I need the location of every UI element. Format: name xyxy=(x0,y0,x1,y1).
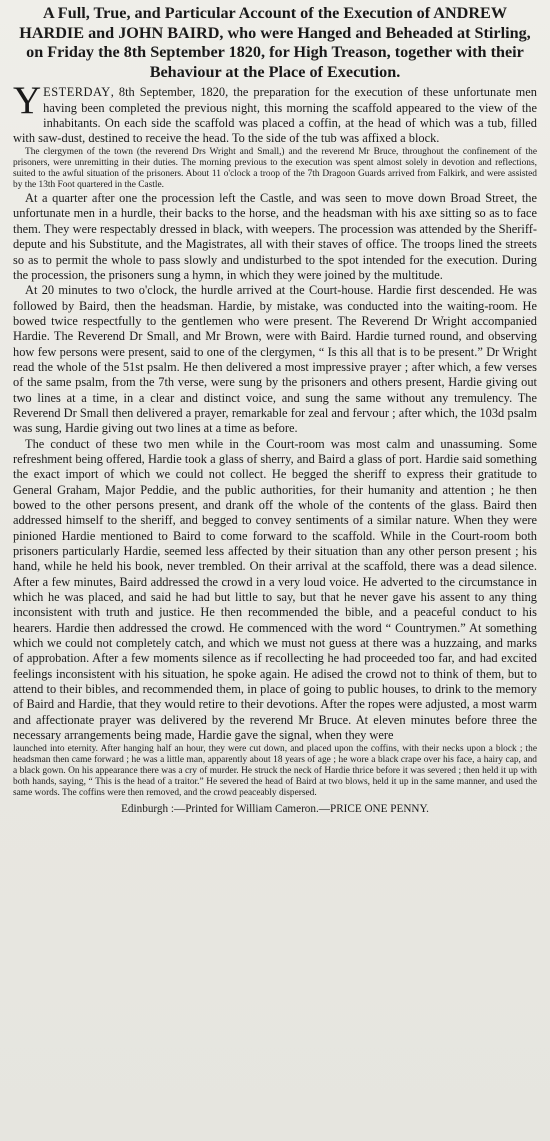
drop-cap: Y xyxy=(13,79,42,123)
clergy-paragraph-block xyxy=(13,147,537,191)
account-body-main xyxy=(13,191,537,743)
account-body-upper xyxy=(13,79,537,146)
paragraph-execution: launched into eternity. After hanging half an hour, they were cut down, and placed upon the coffins, with their necks upon a block ; the headsman then came forward ; he was a little man, apparently about 18 years of age ; he wore a black crape over his face, a hairy cap, and a black gown. On his appearance there was a cry of murder. He struck the neck of Hardie thrice before it was severed ; then held it up with both hands, saying, “ This is the head of a traitor.” He severed the head of Baird at two blows, held it up in the same manner, and used the same words. The coffins were then removed, and the crowd peaceably dispersed. xyxy=(13,743,537,798)
paragraph-court-room: The conduct of these two men while in the Court-room was most calm and unassuming. Some refreshment being offered, Hardie took a glass of sherry, and Baird a glass of port. Hardie said something the exact import of which we could not collect. He begged the sheriff to express their gratitude to General Graham, Major Peddie, and the public authorities, for their humanity and attention ; he then bowed to the other persons present, and drank off the whole of the contents of the glass. Baird then addressed himself to the sheriff, and begged to convey sentiments of a similar nature. When they were pinioned Hardie mentioned to Baird to come forward to the scaffold. While in the Court-room both prisoners particularly Hardie, seemed less affected by their situation than any other person present ; his hand, while he held his book, never trembled. On their arrival at the scaffold, there was a dead silence. After a few minutes, Baird addressed the crowd in a very loud voice. He adverted to the circumstance in which he was placed, and said he had but little to say, but that he never gave his assent to any thing inconsistent with truth and justice. He then recommended the bible, and a peaceful conduct to his hearers. Hardie then addressed the crowd. He commenced with the word “ Countrymen.” At something which we could not completely catch, and which we must not guess at there was a huzzaing, and marks of approbation. After a few moments silence as if recollecting he had proceeded too far, and had excited feelings inconsistent with his situation, he spoke again. He adised the crowd not to think of them, but to attend to their bibles, and recommended them, in place of going to public houses, to drink to the memory of Baird and Hardie, that they would retire to their devotions. After the ropes were adjusted, a most warm and affectionate prayer was delivered by the reverend Mr Bruce. At eleven minutes before three the necessary arrangements being made, Hardie gave the signal, when they were xyxy=(13,436,537,743)
paragraph-opening xyxy=(13,79,537,146)
paragraph-clergy: The clergymen of the town (the reverend Drs Wright and Small,) and the reverend Mr Bruce, throughout the confinement of the prisoners, were unremitting in their duties. The morning previous to the execution was spent almost solely in devotion and reflections, suited to the awful situation of the prisoners. About 11 o'clock a troop of the 7th Dragoon Guards arrived from Falkirk, and were assisted by the 13th Foot quartered in the Castle. xyxy=(13,146,537,191)
document-title: A Full, True, and Particular Account of the Execution of ANDREW HARDIE and JOHN BAIRD, who were Hanged and Beheaded at Stirling, on Friday the 8th September 1820, for High Treason, together with their Behaviour at the Place of Execution. xyxy=(19,4,531,81)
opening-word: ESTERDAY xyxy=(43,85,111,100)
opening-text: , 8th September, 1820, the preparation for the execution of these unfortunate men having been completed the previous night, this morning the scaffold appeared to the view of the inhabitants. On each side the scaffold was placed a coffin, at the head of which was a tub, filled with saw-dust, destined to receive the head. To the side of the tub was affixed a block. xyxy=(13,85,537,146)
imprint-footer: Edinburgh :—Printed for William Cameron.—PRICE ONE PENNY. xyxy=(121,802,429,815)
execution-paragraph-block xyxy=(13,744,537,799)
paragraph-court-house: At 20 minutes to two o'clock, the hurdle arrived at the Court-house. Hardie first descended. He was followed by Baird, then the headsman. Hardie, by mistake, was conducted into the waiting-room. He bowed twice respectfully to the gentlemen who were present. The Reverend Dr Wright accompanied Hardie. The Reverend Dr Small, and Mr Brown, were with Baird. Hardie turned round, and observing how few persons were present, said to one of the clergymen, “ Is this all that is to be present.” Dr Wright read the whole of the 51st psalm. He then delivered a most impressive prayer ; after which, a few verses of the same psalm, from the 7th verse, were sung by the prisoners and others present, Hardie giving out two lines at a time, in a clear and distinct voice, and sung the same without any tremulency. The Reverend Dr Small then delivered a prayer, remarkable for zeal and fervour ; after which, the 103d psalm was sung, Hardie giving out two lines at a time as before. xyxy=(13,283,537,436)
paragraph-procession: At a quarter after one the procession left the Castle, and was seen to move down Broad Street, the unfortunate men in a hurdle, their backs to the horse, and the headsman with his axe sitting so as to face them. They were respectably dressed in black, with weepers. The procession was attended by the Sheriff-depute and his Substitute, and the Magistrates, all with their staves of office. The troops lined the streets so as to permit the whole to pass slowly and undisturbed to the spot intended for the execution. During the procession, the prisoners sung a hymn, in which they were joined by the multitude. xyxy=(13,191,537,282)
